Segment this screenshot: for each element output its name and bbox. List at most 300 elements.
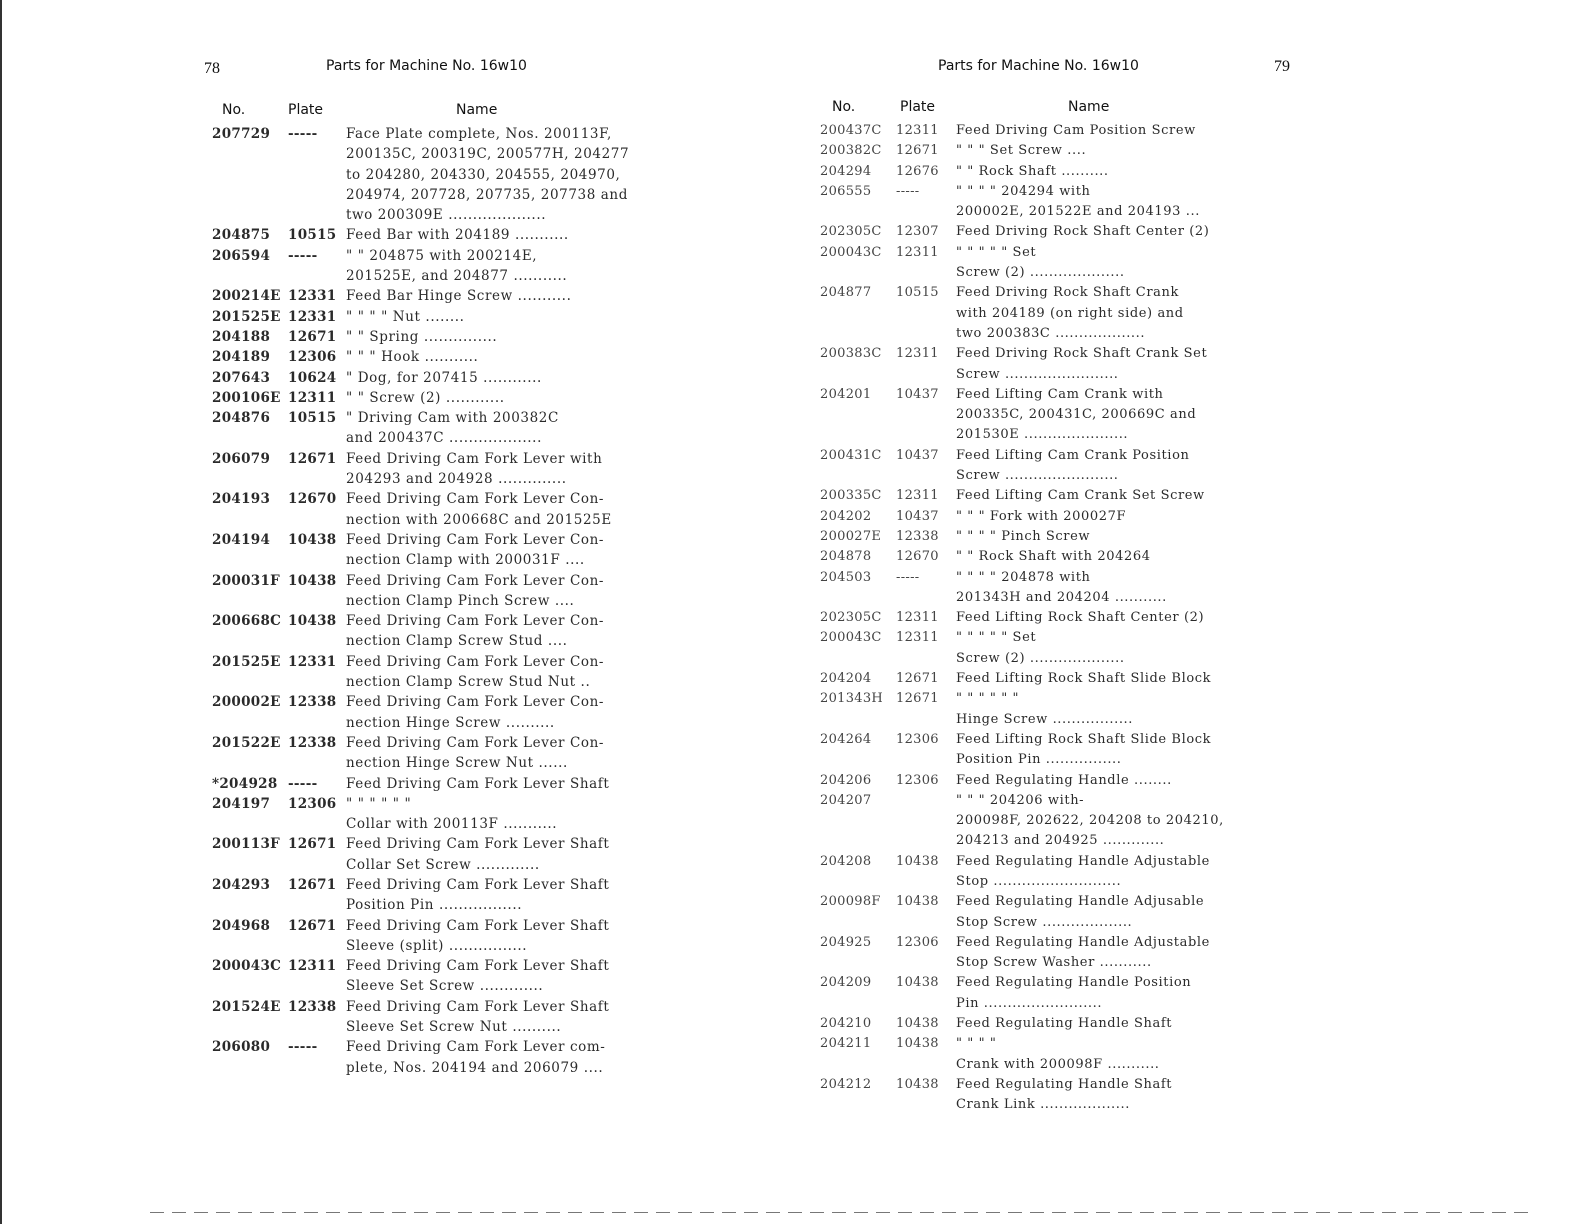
part-number: 204877 (820, 285, 872, 301)
plate-number: 12671 (288, 328, 337, 345)
parts-row (810, 547, 1310, 567)
part-name: 200135C, 200319C, 200577H, 204277 (346, 146, 630, 163)
right-page-header: Parts for Machine No. 16w10 (938, 58, 1139, 74)
part-name: " " " " 204294 with (956, 183, 1091, 199)
plate-number: 12311 (896, 610, 939, 626)
parts-row (810, 243, 1310, 263)
parts-row (200, 428, 650, 448)
part-name: Feed Driving Cam Fork Lever Con- (346, 572, 605, 589)
part-name: Feed Driving Cam Fork Lever Con- (346, 653, 605, 670)
part-name: 200002E, 201522E and 204193 ... (956, 204, 1200, 220)
part-number: 200214E (212, 288, 281, 305)
part-name: two 200383C ................... (956, 325, 1146, 341)
part-number: 204211 (820, 1036, 872, 1052)
part-name: " " " " (956, 1036, 997, 1052)
parts-row (810, 141, 1310, 161)
plate-number: 10438 (896, 975, 939, 991)
part-name: nection with 200668C and 201525E (346, 511, 612, 528)
part-number: 204294 (820, 163, 872, 179)
parts-row (810, 872, 1310, 892)
plate-number: ----- (896, 569, 920, 585)
part-number: 201525E (212, 653, 281, 670)
part-name: Sleeve Set Screw Nut .......... (346, 1019, 562, 1036)
parts-row (200, 733, 650, 753)
part-number: 200668C (212, 613, 282, 630)
part-name: " " " Fork with 200027F (956, 508, 1127, 524)
parts-row (810, 1075, 1310, 1095)
part-number: 204968 (212, 917, 271, 934)
part-name: " " " " Nut ........ (346, 308, 465, 325)
part-name: Feed Driving Rock Shaft Crank Set (956, 346, 1208, 362)
part-name: 200098F, 202622, 204208 to 204210, (956, 813, 1224, 829)
part-name: Feed Driving Cam Fork Lever Shaft (346, 917, 610, 934)
plate-number: 10438 (896, 1036, 939, 1052)
parts-row (810, 283, 1310, 303)
parts-row (200, 1058, 650, 1078)
plate-number: 12306 (288, 349, 337, 366)
part-name: Crank with 200098F ........... (956, 1056, 1160, 1072)
parts-row (810, 933, 1310, 953)
parts-row (810, 507, 1310, 527)
part-name: Feed Driving Cam Fork Lever Con- (346, 734, 605, 751)
parts-row (200, 1017, 650, 1037)
part-name: Feed Driving Cam Fork Lever Shaft (346, 958, 610, 975)
part-name: plete, Nos. 204194 and 206079 .... (346, 1059, 604, 1076)
parts-row (810, 649, 1310, 669)
parts-row (810, 973, 1310, 993)
part-name: Feed Lifting Cam Crank Set Screw (956, 488, 1205, 504)
parts-row (810, 608, 1310, 628)
parts-row (200, 814, 650, 834)
left-col-no: No. (222, 102, 246, 118)
parts-row (810, 263, 1310, 283)
parts-row (810, 202, 1310, 222)
right-parts-list (810, 121, 1310, 1116)
part-name: " " " " " " (956, 691, 1020, 707)
part-name: Screw ........................ (956, 366, 1119, 382)
part-number: 204202 (820, 508, 872, 524)
plate-number: 10438 (288, 613, 337, 630)
parts-row (810, 628, 1310, 648)
part-name: " " " " " Set (956, 244, 1037, 260)
part-name: Feed Regulating Handle Adjustable (956, 853, 1210, 869)
parts-row (810, 669, 1310, 689)
plate-number: 12311 (288, 389, 337, 406)
part-number: 204193 (212, 491, 271, 508)
parts-row (810, 994, 1310, 1014)
part-name: Feed Regulating Handle ........ (956, 772, 1172, 788)
part-name: 201525E, and 204877 ........... (346, 268, 568, 285)
part-name: 200335C, 200431C, 200669C and (956, 407, 1197, 423)
part-number: 200106E (212, 389, 281, 406)
parts-row (200, 875, 650, 895)
part-name: " " Rock Shaft with 204264 (956, 549, 1151, 565)
part-name: nection Clamp Pinch Screw .... (346, 592, 575, 609)
parts-row (810, 1014, 1310, 1034)
plate-number: 12311 (288, 958, 337, 975)
part-name: 204213 and 204925 ............. (956, 833, 1165, 849)
plate-number: 12670 (288, 491, 337, 508)
plate-number: 10515 (896, 285, 939, 301)
parts-row (200, 753, 650, 773)
part-number: 204209 (820, 975, 872, 991)
part-name: 201530E ...................... (956, 427, 1129, 443)
part-name: nection Clamp Screw Stud .... (346, 633, 568, 650)
part-number: 200031F (212, 572, 281, 589)
part-number: 204208 (820, 853, 872, 869)
plate-number: 10515 (288, 410, 337, 427)
part-number: 204875 (212, 227, 271, 244)
part-number: 204210 (820, 1016, 872, 1032)
parts-row (810, 913, 1310, 933)
part-name: with 204189 (on right side) and (956, 305, 1184, 321)
part-name: Feed Regulating Handle Position (956, 975, 1192, 991)
plate-number: 10437 (896, 447, 939, 463)
parts-row (200, 1037, 650, 1057)
part-number: 204264 (820, 731, 872, 747)
part-number: 200043C (820, 630, 882, 646)
part-name: " " " 204206 with- (956, 792, 1085, 808)
parts-row (810, 953, 1310, 973)
parts-row (200, 916, 650, 936)
part-number: 204201 (820, 386, 872, 402)
part-name: Feed Driving Cam Fork Lever Con- (346, 491, 605, 508)
parts-row (200, 347, 650, 367)
part-name: " " " " " Set (956, 630, 1037, 646)
part-number: 204207 (820, 792, 872, 808)
parts-row (200, 307, 650, 327)
parts-row (810, 222, 1310, 242)
parts-row (810, 771, 1310, 791)
part-name: " " Screw (2) ............ (346, 389, 505, 406)
part-name: 204293 and 204928 .............. (346, 471, 567, 488)
part-number: 204503 (820, 569, 872, 585)
parts-row (810, 568, 1310, 588)
part-name: Feed Regulating Handle Adjusable (956, 894, 1205, 910)
parts-row (810, 791, 1310, 811)
part-name: Crank Link ................... (956, 1097, 1130, 1113)
left-page-header: Parts for Machine No. 16w10 (326, 58, 527, 74)
parts-row (200, 976, 650, 996)
parts-row (810, 344, 1310, 364)
parts-row (200, 165, 650, 185)
plate-number: 12338 (288, 734, 337, 751)
part-name: Sleeve (split) ................ (346, 937, 528, 954)
plate-number: 10438 (896, 894, 939, 910)
parts-row (810, 365, 1310, 385)
parts-row (200, 408, 650, 428)
parts-row (200, 571, 650, 591)
part-number: 200002E (212, 694, 281, 711)
part-name: " " 204875 with 200214E, (346, 247, 538, 264)
parts-row (810, 1034, 1310, 1054)
parts-row (810, 182, 1310, 202)
parts-row (200, 469, 650, 489)
plate-number: 12671 (896, 691, 939, 707)
parts-row (200, 388, 650, 408)
parts-row (200, 225, 650, 245)
parts-row (200, 794, 650, 814)
plate-number: 10438 (896, 1016, 939, 1032)
part-name: Feed Driving Rock Shaft Crank (956, 285, 1179, 301)
part-name: 204974, 207728, 207735, 207738 and (346, 186, 628, 203)
part-number: 204206 (820, 772, 872, 788)
part-name: two 200309E .................... (346, 207, 547, 224)
plate-number: 10437 (896, 508, 939, 524)
part-name: Feed Driving Cam Fork Lever Con- (346, 694, 605, 711)
parts-row (810, 304, 1310, 324)
part-number: 201522E (212, 734, 281, 751)
parts-row (810, 852, 1310, 872)
plate-number: 10437 (896, 386, 939, 402)
part-name: and 200437C ................... (346, 430, 542, 447)
part-name: Feed Regulating Handle Shaft (956, 1076, 1173, 1092)
parts-row (810, 527, 1310, 547)
plate-number: 12306 (896, 731, 939, 747)
parts-row (810, 466, 1310, 486)
part-number: 200027E (820, 528, 882, 544)
plate-number: 10438 (896, 853, 939, 869)
parts-row (810, 385, 1310, 405)
part-name: Stop Screw ................... (956, 914, 1133, 930)
left-page-number: 78 (204, 60, 220, 77)
plate-number: 12338 (288, 998, 337, 1015)
parts-row (810, 831, 1310, 851)
parts-row (810, 1055, 1310, 1075)
plate-number: 12307 (896, 224, 939, 240)
parts-row (810, 324, 1310, 344)
plate-number: 10624 (288, 369, 337, 386)
part-name: Feed Bar with 204189 ........... (346, 227, 569, 244)
part-name: Screw ........................ (956, 468, 1119, 484)
parts-row (200, 631, 650, 651)
plate-number: 12671 (896, 143, 939, 159)
parts-row (200, 997, 650, 1017)
parts-row (200, 266, 650, 286)
parts-row (200, 855, 650, 875)
part-number: 201524E (212, 998, 281, 1015)
parts-row (200, 510, 650, 530)
part-name: Feed Driving Cam Fork Lever Shaft (346, 775, 610, 792)
parts-row (810, 750, 1310, 770)
parts-row (200, 144, 650, 164)
part-name: Feed Driving Cam Fork Lever Shaft (346, 876, 610, 893)
part-number: 202305C (820, 224, 882, 240)
parts-row (810, 405, 1310, 425)
part-name: Feed Regulating Handle Shaft (956, 1016, 1173, 1032)
plate-number: 12338 (288, 694, 337, 711)
part-name: Feed Driving Cam Fork Lever Shaft (346, 836, 610, 853)
parts-row (200, 652, 650, 672)
plate-number: 12338 (896, 528, 939, 544)
right-col-name: Name (1068, 99, 1110, 115)
part-number: 206080 (212, 1039, 271, 1056)
plate-number: ----- (288, 126, 318, 142)
part-number: 207643 (212, 369, 271, 386)
part-name: Collar Set Screw ............. (346, 856, 540, 873)
parts-row (810, 121, 1310, 141)
parts-row (200, 530, 650, 550)
part-number: *204928 (212, 775, 278, 792)
plate-number: 12671 (288, 917, 337, 934)
parts-row (810, 689, 1310, 709)
part-name: Pin ......................... (956, 995, 1103, 1011)
part-name: " " Rock Shaft .......... (956, 163, 1109, 179)
part-name: nection Clamp with 200031F .... (346, 552, 585, 569)
parts-row (200, 327, 650, 347)
parts-row (200, 774, 650, 794)
part-number: 201525E (212, 308, 281, 325)
part-number: 206555 (820, 183, 872, 199)
right-col-no: No. (832, 99, 856, 115)
part-name: Feed Driving Cam Fork Lever Con- (346, 531, 605, 548)
plate-number: 12671 (896, 671, 939, 687)
part-name: nection Hinge Screw .......... (346, 714, 555, 731)
plate-number: 12306 (288, 795, 337, 812)
part-name: " " " " " " (346, 795, 412, 812)
part-name: Feed Driving Cam Position Screw (956, 123, 1196, 138)
right-page-number: 79 (1274, 58, 1290, 75)
plate-number: 12670 (896, 549, 939, 565)
plate-number: 12331 (288, 653, 337, 670)
part-name: Feed Driving Cam Fork Lever Shaft (346, 998, 610, 1015)
parts-row (810, 1095, 1310, 1115)
part-name: Feed Driving Cam Fork Lever Con- (346, 613, 605, 630)
part-number: 200043C (820, 244, 882, 260)
plate-number: 12311 (896, 244, 939, 260)
parts-row (200, 591, 650, 611)
left-col-name: Name (456, 102, 498, 118)
part-name: Feed Driving Cam Fork Lever with (346, 450, 603, 467)
plate-number: 12311 (896, 630, 939, 646)
parts-row (810, 892, 1310, 912)
parts-row (200, 124, 650, 144)
part-number: 200437C (820, 123, 882, 138)
parts-row (200, 205, 650, 225)
part-name: Stop Screw Washer ........... (956, 955, 1152, 971)
part-name: nection Hinge Screw Nut ...... (346, 755, 568, 772)
part-number: 206079 (212, 450, 271, 467)
part-name: nection Clamp Screw Stud Nut .. (346, 674, 591, 691)
part-number: 206594 (212, 247, 271, 264)
parts-row (200, 286, 650, 306)
plate-number: 12306 (896, 772, 939, 788)
parts-row (810, 730, 1310, 750)
part-name: Position Pin ................ (956, 752, 1122, 768)
plate-number: 12676 (896, 163, 939, 179)
page-bottom-rule (150, 1212, 1534, 1213)
parts-row (200, 936, 650, 956)
part-number: 200098F (820, 894, 881, 910)
parts-row (810, 710, 1310, 730)
part-name: " " Spring ............... (346, 328, 498, 345)
plate-number: 12331 (288, 308, 337, 325)
part-number: 201343H (820, 691, 884, 707)
part-number: 204204 (820, 671, 872, 687)
part-number: 204188 (212, 328, 271, 345)
parts-row (810, 486, 1310, 506)
part-name: " Driving Cam with 200382C (346, 410, 559, 427)
parts-row (200, 449, 650, 469)
part-name: Position Pin ................. (346, 897, 523, 914)
right-col-plate: Plate (900, 99, 936, 115)
part-name: Feed Bar Hinge Screw ........... (346, 288, 572, 305)
part-name: " Dog, for 207415 ............ (346, 369, 542, 386)
parts-row (810, 446, 1310, 466)
plate-number: ----- (896, 183, 920, 199)
parts-row (810, 588, 1310, 608)
parts-row (200, 672, 650, 692)
part-number: 200431C (820, 447, 882, 463)
parts-row (810, 811, 1310, 831)
part-name: Stop ........................... (956, 873, 1122, 889)
parts-row (810, 162, 1310, 182)
part-number: 204194 (212, 531, 271, 548)
parts-row (200, 895, 650, 915)
part-name: to 204280, 204330, 204555, 204970, (346, 166, 621, 183)
part-number: 207729 (212, 126, 271, 142)
part-name: Feed Driving Cam Fork Lever com- (346, 1039, 606, 1056)
parts-row (810, 425, 1310, 445)
plate-number: 12311 (896, 346, 939, 362)
plate-number: 12671 (288, 876, 337, 893)
part-number: 204878 (820, 549, 872, 565)
part-name: " " " " 204878 with (956, 569, 1091, 585)
page-binding-edge (0, 0, 2, 1224)
plate-number: ----- (288, 1039, 318, 1056)
part-number: 204925 (820, 934, 872, 950)
part-name: " " " " Pinch Screw (956, 528, 1091, 544)
plate-number: 10438 (288, 531, 337, 548)
part-name: Face Plate complete, Nos. 200113F, (346, 126, 612, 142)
plate-number: 12671 (288, 450, 337, 467)
part-number: 200382C (820, 143, 882, 159)
part-number: 200113F (212, 836, 281, 853)
part-number: 204189 (212, 349, 271, 366)
part-name: Collar with 200113F ........... (346, 816, 558, 833)
left-col-plate: Plate (288, 102, 324, 118)
left-parts-list (200, 124, 650, 1078)
part-number: 204293 (212, 876, 271, 893)
parts-row (200, 713, 650, 733)
parts-row (200, 246, 650, 266)
part-name: Feed Lifting Cam Crank with (956, 386, 1164, 402)
part-number: 204876 (212, 410, 271, 427)
parts-row (200, 956, 650, 976)
part-name: 201343H and 204204 ........... (956, 589, 1167, 605)
part-name: Feed Regulating Handle Adjustable (956, 934, 1210, 950)
part-number: 200383C (820, 346, 882, 362)
part-name: Feed Lifting Rock Shaft Center (2) (956, 610, 1205, 626)
part-number: 200043C (212, 958, 282, 975)
part-name: " " " Hook ........... (346, 349, 479, 366)
part-name: Feed Driving Rock Shaft Center (2) (956, 224, 1210, 240)
part-name: Feed Lifting Rock Shaft Slide Block (956, 731, 1212, 747)
part-name: " " " Set Screw .... (956, 143, 1087, 159)
parts-row (200, 550, 650, 570)
parts-row (200, 368, 650, 388)
plate-number: 12331 (288, 288, 337, 305)
part-name: Feed Lifting Cam Crank Position (956, 447, 1190, 463)
part-name: Feed Lifting Rock Shaft Slide Block (956, 671, 1212, 687)
plate-number: 12671 (288, 836, 337, 853)
plate-number: ----- (288, 775, 318, 792)
part-number: 204212 (820, 1076, 872, 1092)
plate-number: 12311 (896, 123, 939, 138)
part-number: 204197 (212, 795, 271, 812)
plate-number: 12311 (896, 488, 939, 504)
parts-row (200, 489, 650, 509)
